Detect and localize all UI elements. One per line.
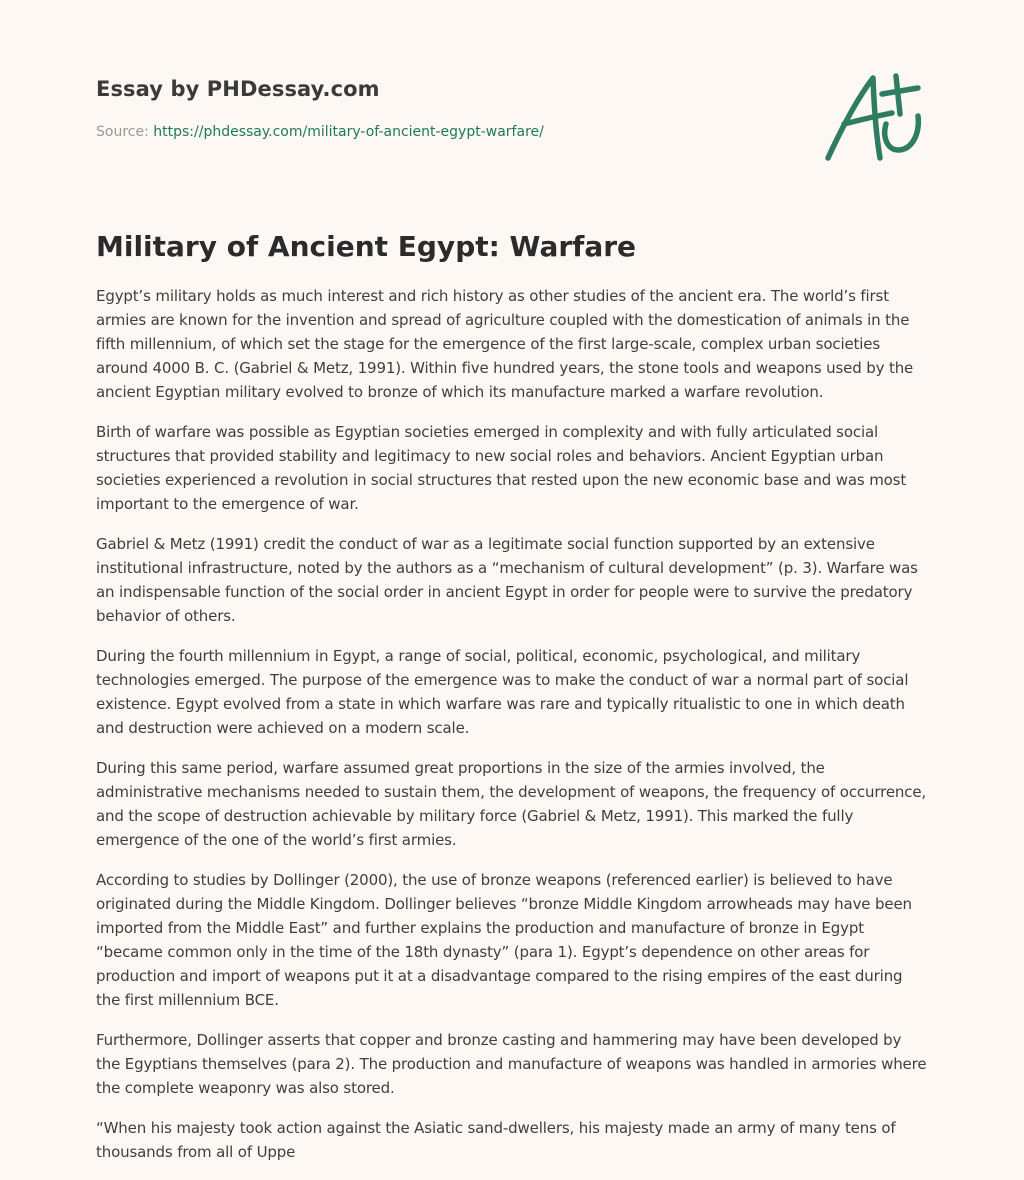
source-link[interactable]: https://phdessay.com/military-of-ancient-egypt-warfare/ (153, 124, 544, 140)
page-header (96, 0, 928, 200)
essay-paragraph: Birth of warfare was possible as Egyptian societies emerged in complexity and with fully articulated social structures that provided stability and legitimacy to new social roles and behaviors. Ancient Egyptian urban societies experienced a revolution in social structures that rested upon the new economic base and was most important to the emergence of war. (96, 423, 907, 513)
essay-paragraph: During the fourth millennium in Egypt, a range of social, political, economic, psychological, and military technologies emerged. The purpose of the emergence was to make the conduct of war a normal part of social existence. Egypt evolved from a state in which warfare was rare and typically ritualistic to one in which death and destruction were achieved on a modern scale. (96, 647, 909, 737)
essay-paragraph: Gabriel & Metz (1991) credit the conduct of war as a legitimate social function supported by an extensive institutional infrastructure, noted by the authors as a “mechanism of cultural development” (p. 3). Warfare was an indispensable function of the social order in ancient Egypt in order for people were to survive the predatory behavior of others. (96, 535, 918, 625)
essay-paragraph: During this same period, warfare assumed great proportions in the size of the armies involved, the administrative mechanisms needed to sustain them, the development of weapons, the frequency of occurrence, and the scope of destruction achievable by military force (Gabriel & Metz, 1991). This marked the fully emergence of the one of the world’s first armies. (96, 759, 927, 849)
a-plus-logo-icon (818, 66, 930, 166)
essay-title: Military of Ancient Egypt: Warfare (96, 230, 637, 263)
essay-paragraph: Furthermore, Dollinger asserts that copper and bronze casting and hammering may have been developed by the Egyptians themselves (para 2). The production and manufacture of weapons was handled in armories where the complete weaponry was also stored. (96, 1031, 927, 1097)
essay-paragraph: According to studies by Dollinger (2000), the use of bronze weapons (referenced earlier) is believed to have originated during the Middle Kingdom. Dollinger believes “bronze Middle Kingdom arrowheads may have been imported from the Middle East” and further explains the production and manufacture of bronze in Egypt “became common only in the time of the 18th dynasty” (para 1). Egypt’s dependence on other areas for production and import of weapons put it at a disadvantage compared to the rising empires of the east during the first millennium BCE. (96, 871, 912, 1009)
essay-paragraph: Egypt’s military holds as much interest and rich history as other studies of the ancient era. The world’s first armies are known for the invention and spread of agriculture coupled with the domestication of animals in the fifth millennium, of which set the stage for the emergence of the first large-scale, complex urban societies around 4000 B. C. (Gabriel & Metz, 1991). Within five hundred years, the stone tools and weapons used by the ancient Egyptian military evolved to bronze of which its manufacture marked a warfare revolution. (96, 287, 914, 401)
essay-paragraph: “When his majesty took action against the Asiatic sand-dwellers, his majesty made an army of many tens of thousands from all of Uppe (96, 1119, 896, 1161)
source-label: Source: (96, 124, 154, 140)
source-line (96, 124, 544, 140)
essay-body (96, 284, 928, 1164)
site-title: Essay by PHDessay.com (96, 77, 380, 101)
